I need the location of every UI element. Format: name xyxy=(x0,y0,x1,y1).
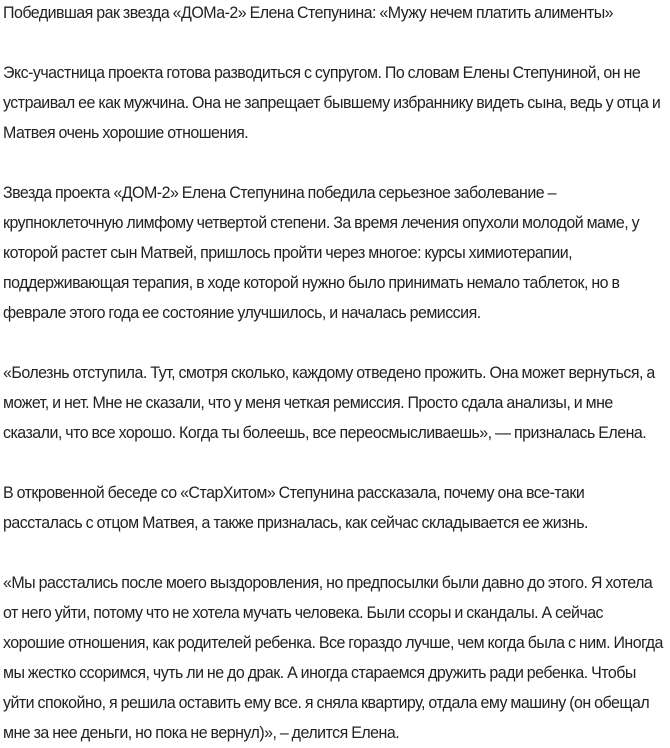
article-paragraph-illness: Звезда проекта «ДОМ-2» Елена Степунина победила серьезное заболевание – крупноклеточную лимфому четвертой степени. За время лечения опухоли молодой маме, у которой растет сын Матвей, пришлось пройти через многое: курсы химиотерапии, поддерживающая терапия, в ходе которой нужно было принимать немало таблеток, но в феврале этого года ее состояние улучшилось, и началась ремиссия. xyxy=(3,183,640,322)
article-paragraph-quote-remission: «Болезнь отступила. Тут, смотря сколько, каждому отведено прожить. Она может вернуться, а может, и нет. Мне не сказали, что у меня четкая ремиссия. Просто сдала анализы, и мне сказали, что все хорошо. Когда ты болеешь, все переосмысливаешь», — призналась Елена. xyxy=(3,363,655,442)
article-paragraph-intro: Экс-участница проекта готова разводиться с супругом. По словам Елены Степуниной, он не устраивал ее как мужчина. Она не запрещает бывшему избраннику видеть сына, ведь у отца и Матвея очень хорошие отношения. xyxy=(3,63,661,142)
article-paragraph-quote-breakup: «Мы расстались после моего выздоровления, но предпосылки были давно до этого. Я хотела от него уйти, потому что не хотела мучать человека. Были ссоры и скандалы. А сейчас хорошие отношения, как родителей ребенка. Все гораздо лучше, чем когда была с ним. Иногда мы жестко ссоримся, чуть ли не до драк. А иногда стараемся дружить ради ребенка. Чтобы уйти спокойно, я решила оставить ему все. я сняла квартиру, отдала ему машину (он обещал мне за нее деньги, но пока не вернул)», – делится Елена. xyxy=(3,573,663,742)
article-title: Победившая рак звезда «ДОМа-2» Елена Степунина: «Мужу нечем платить алименты» xyxy=(3,3,614,22)
article-paragraph-interview: В откровенной беседе со «СтарХитом» Степунина рассказала, почему она все-таки рассталась с отцом Матвея, а также призналась, как сейчас складывается ее жизнь. xyxy=(3,483,588,532)
